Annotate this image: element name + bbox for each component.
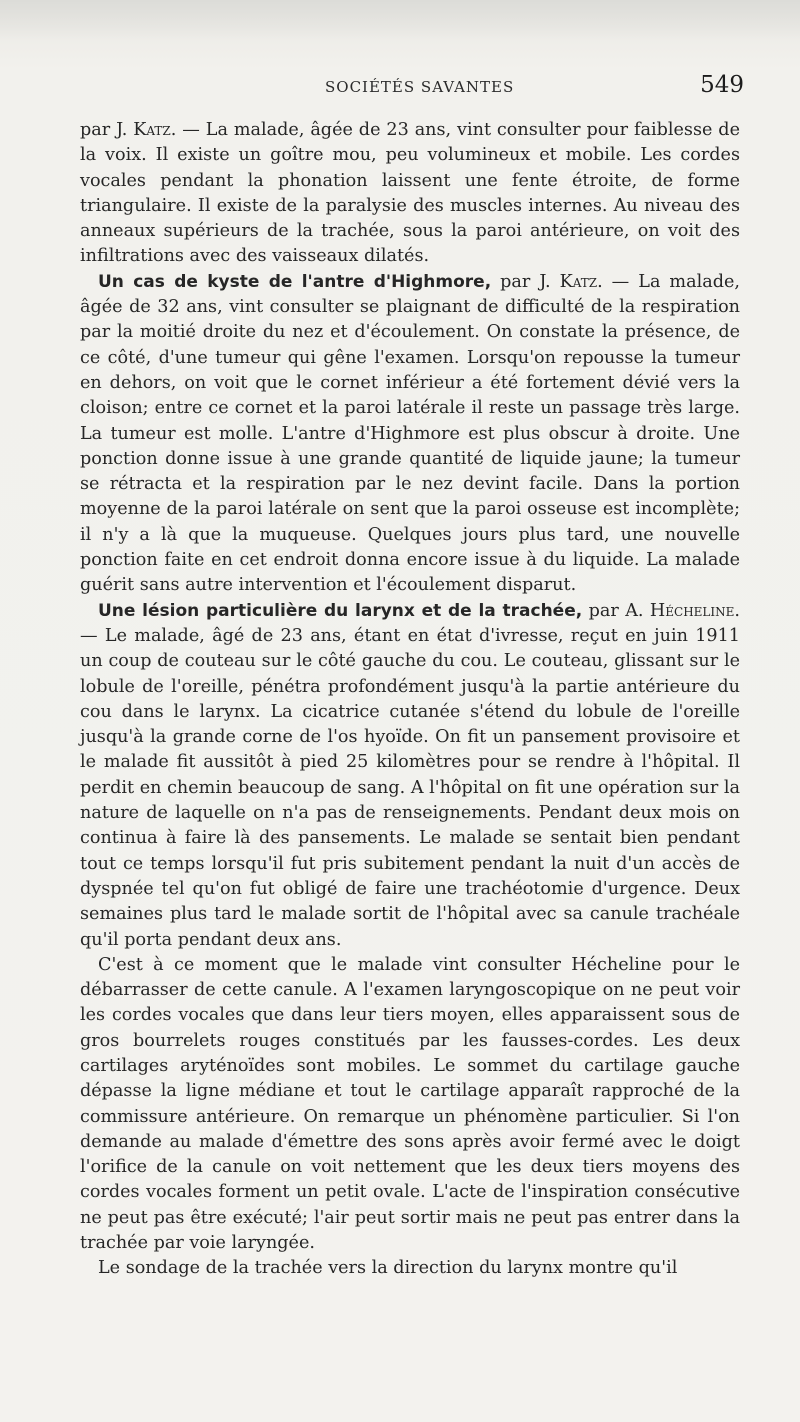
page-header (80, 72, 744, 100)
paragraph-kyste-highmore: Un cas de kyste de l'antre d'Highmore, par J. Katz. — La malade, âgée de 32 ans, vint consulter se plaignant de difficulté de la respiration par la moitié droite du nez et d'écoulement. On constate la présence, de ce côté, d'une tumeur qui gêne l'examen. Lorsqu'on repousse la tumeur en dehors, on voit que le cornet inférieur a été fortement dévié vers la cloison; entre ce cornet et la paroi latérale il reste un passage très large. La tumeur est molle. L'antre d'Highmore est plus obscur à droite. Une ponction donne issue à une grande quantité de liquide jaune; la tumeur se rétracta et la respiration par le nez devint facile. Dans la portion moyenne de la paroi latérale on sent que la paroi osseuse est incomplète; il n'y a là que la muqueuse. Quelques jours plus tard, une nouvelle ponction faite en cet endroit donna encore issue à du liquide. La malade guérit sans autre intervention et l'écoulement disparut. (80, 271, 740, 596)
paragraph-canule: C'est à ce moment que le malade vint consulter Hécheline pour le débarrasser de cette canule. A l'examen laryngoscopique on ne peut voir les cordes vocales que dans leur tiers moyen, elles apparaissent sous de gros bourrelets rouges constitués par les fausses-cordes. Les deux cartilages aryténoïdes sont mobiles. Le sommet du cartilage gauche dépasse la ligne médiane et tout le cartilage apparaît rapproché de la commissure antérieure. On remarque un phénomène particulier. Si l'on demande au malade d'émettre des sons après avoir fermé avec le doigt l'orifice de la canule on voit nettement que les deux tiers moyens des cordes vocales forment un petit ovale. L'acte de l'inspiration consécutive ne peut pas être exécuté; l'air peut sortir mais ne peut pas entrer dans la trachée par voie laryngée. (80, 954, 740, 1254)
author-name: Hécheline (649, 600, 735, 621)
paragraph-lesion-larynx: Une lésion particulière du larynx et de la trachée, par A. Hécheline. — Le malade, âgé de 23 ans, étant en état d'ivresse, reçut en juin 1911 un coup de couteau sur le côté gauche du cou. Le couteau, glissant sur le lobule de l'oreille, pénétra profondément jusqu'à la partie antérieure du cou dans le larynx. La cicatrice cutanée s'étend du lobule de l'oreille jusqu'à la grande corne de l'os hyoïde. On fit un pansement provisoire et le malade fit aussitôt à pied 25 kilomètres pour se rendre à l'hôpital. Il perdit en chemin beaucoup de sang. A l'hôpital on fit une opération sur la nature de laquelle on n'a pas de renseignements. Pendant deux mois on continua à faire là des pansements. Le malade se sentait bien pendant tout ce temps lorsqu'il fut pris subitement pendant la nuit d'un accès de dyspnée tel qu'on fut obligé de faire une trachéotomie d'urgence. Deux semaines plus tard le malade sortit de l'hôpital avec sa canule trachéale qu'il porta pendant deux ans. (80, 600, 740, 950)
paragraph-sondage: Le sondage de la trachée vers la direction du larynx montre qu'il (98, 1258, 678, 1279)
article-body (80, 118, 740, 1282)
scan-shadow (0, 0, 800, 40)
paragraph-katz-goitre: par J. Katz. — La malade, âgée de 23 ans, vint consulter pour faiblesse de la voix. Il existe un goître mou, peu volumineux et mobile. Les cordes vocales pendant la phonation laissent une fente étroite, de forme triangulaire. Il existe de la paralysie des muscles internes. Au niveau des anneaux supérieurs de la trachée, sous la paroi antérieure, on voit des infiltrations avec des vaisseaux dilatés. (80, 120, 740, 267)
section-title: Une lésion particulière du larynx et de la trachée, (98, 600, 583, 621)
page-number: 549 (700, 72, 744, 98)
section-title: Un cas de kyste de l'antre d'Highmore, (98, 271, 492, 292)
author-name: Katz (559, 271, 598, 292)
author-name: Katz (133, 120, 171, 140)
running-head: SOCIÉTÉS SAVANTES (325, 78, 515, 96)
